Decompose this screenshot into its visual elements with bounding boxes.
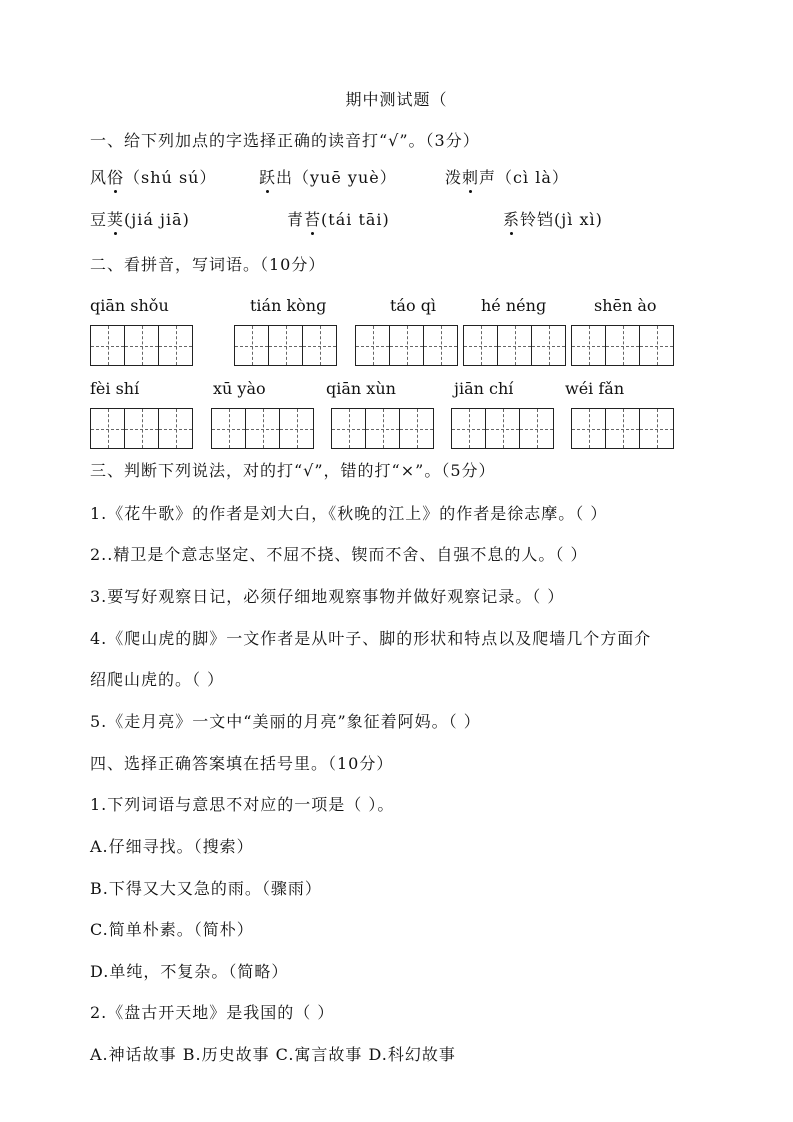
tianzige-box[interactable] — [90, 325, 193, 366]
tianzige-box[interactable] — [90, 408, 193, 449]
pinyin-label: qiān shǒu — [90, 296, 169, 315]
tianzige-box[interactable] — [463, 325, 566, 366]
s3-question-1: 1.《花牛歌》的作者是刘大白，《秋晚的江上》的作者是徐志摩。（ ） — [90, 504, 608, 523]
s3-question-2: 2..精卫是个意志坚定、不屈不挠、锲而不舍、自强不息的人。（ ） — [90, 545, 588, 564]
pinyin-label: qiān xùn — [326, 379, 396, 398]
tianzige-box[interactable] — [211, 408, 314, 449]
s1-item-6: 系铃铛(jì xì) — [503, 210, 603, 229]
s3-question-4: 4.《爬山虎的脚》一文作者是从叶子、脚的形状和特点以及爬墙几个方面介 — [90, 629, 652, 648]
tianzige-box[interactable] — [451, 408, 554, 449]
tianzige-row-2 — [0, 408, 793, 450]
s4-option-a: A.仔细寻找。（搜索） — [90, 837, 254, 856]
tianzige-box[interactable] — [571, 408, 674, 449]
s3-question-4-cont: 绍爬山虎的。（ ） — [90, 670, 225, 689]
dotted-char: 跃 — [259, 168, 277, 187]
page-title: 期中测试题（ — [345, 90, 448, 109]
section-4-heading: 四、选择正确答案填在括号里。（10分） — [90, 754, 394, 773]
s1-item-3: 泼刺声（cì là） — [445, 168, 569, 187]
pinyin-label: shēn ào — [594, 296, 657, 315]
s4-question-2: 2.《盘古开天地》是我国的（ ） — [90, 1003, 335, 1022]
dotted-char: 刺 — [462, 168, 480, 187]
s4-option-c: C.简单朴素。（简朴） — [90, 920, 254, 939]
tianzige-box[interactable] — [331, 408, 434, 449]
s4-option-d: D.单纯，不复杂。（简略） — [90, 962, 289, 981]
section-3-heading: 三、判断下列说法，对的打“√”，错的打“×”。（5分） — [90, 461, 496, 480]
s1-item-4: 豆荚(jiá jiā) — [90, 210, 190, 229]
pinyin-label: xū yào — [213, 379, 266, 398]
pinyin-label: táo qì — [390, 296, 437, 315]
section-1-heading: 一、给下列加点的字选择正确的读音打“√”。（3分） — [90, 131, 480, 150]
dotted-char: 系 — [503, 210, 521, 229]
dotted-char: 俗 — [107, 168, 125, 187]
s3-question-3: 3.要写好观察日记，必须仔细地观察事物并做好观察记录。（ ） — [90, 587, 565, 606]
tianzige-box[interactable] — [355, 325, 458, 366]
pinyin-label: wéi fǎn — [565, 379, 625, 398]
pinyin-label: jiān chí — [454, 379, 514, 398]
pinyin-label: fèi shí — [90, 379, 140, 398]
pinyin-label: hé nénɡ — [481, 296, 547, 315]
tianzige-box[interactable] — [234, 325, 337, 366]
dotted-char: 荚 — [107, 210, 125, 229]
s4-question-1: 1.下列词语与意思不对应的一项是（ ）。 — [90, 795, 395, 814]
s1-row-2 — [0, 210, 793, 240]
dotted-char: 苔 — [304, 210, 322, 229]
s4-option-b: B.下得又大又急的雨。（骤雨） — [90, 879, 322, 898]
tianzige-box[interactable] — [571, 325, 674, 366]
pinyin-label: tián kònɡ — [250, 296, 327, 315]
s1-item-1: 风俗（shú sú） — [90, 168, 217, 187]
s4-question-2-options: A.神话故事 B.历史故事 C.寓言故事 D.科幻故事 — [90, 1045, 456, 1064]
s3-question-5: 5.《走月亮》一文中“美丽的月亮”象征着阿妈。（ ） — [90, 712, 481, 731]
s1-item-2: 跃出（yuē yuè） — [259, 168, 397, 187]
tianzige-row-1 — [0, 325, 793, 367]
s1-item-5: 青苔(tái tāi) — [287, 210, 390, 229]
s1-row-1 — [0, 168, 793, 198]
section-2-heading: 二、看拼音，写词语。（10分） — [90, 255, 326, 274]
